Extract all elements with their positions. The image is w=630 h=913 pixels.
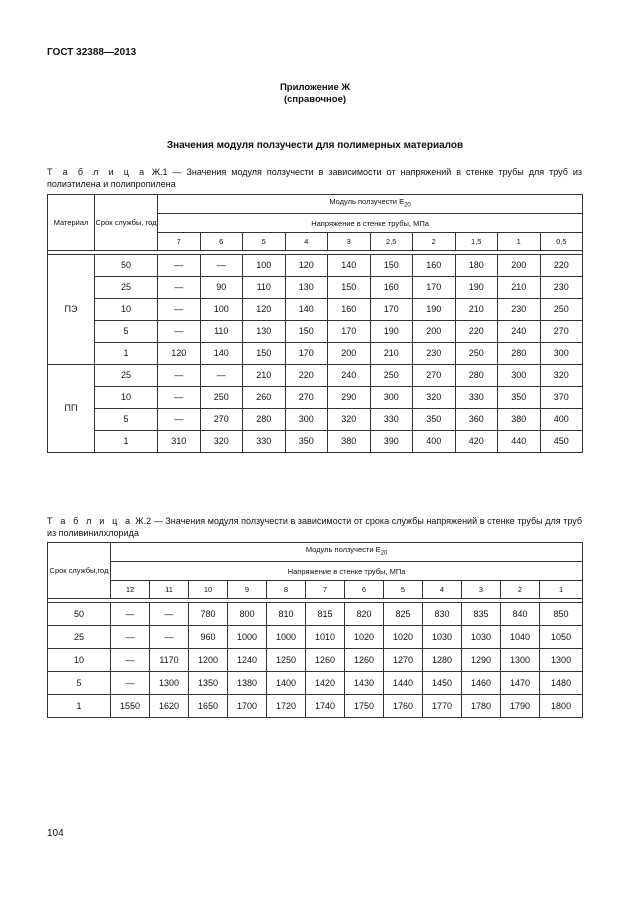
stress-value-cell: 5 (243, 233, 286, 251)
modulus-value-cell: 130 (243, 321, 286, 343)
appendix-title: Приложение Ж (279, 82, 351, 93)
stress-value-cell: 3 (328, 233, 371, 251)
term-cell: 25 (95, 365, 158, 387)
modulus-value-cell: 1170 (150, 649, 189, 672)
modulus-value-cell: 780 (189, 603, 228, 626)
modulus-value-cell: 1420 (306, 672, 345, 695)
modulus-value-cell: 300 (540, 343, 583, 365)
modulus-value-cell: 170 (328, 321, 371, 343)
modulus-value-cell: 100 (200, 299, 243, 321)
modulus-value-cell: 1000 (228, 626, 267, 649)
modulus-value-cell: 140 (200, 343, 243, 365)
modulus-value-cell: 200 (498, 255, 541, 277)
term-cell: 1 (95, 343, 158, 365)
modulus-value-cell: — (158, 365, 201, 387)
appendix-heading (0, 82, 630, 106)
modulus-value-cell: 300 (498, 365, 541, 387)
stress-value-cell: 0,5 (540, 233, 583, 251)
modulus-value-cell: 1260 (306, 649, 345, 672)
modulus-value-cell: 1300 (501, 649, 540, 672)
modulus-value-cell: 1460 (462, 672, 501, 695)
header-material: Материал (48, 195, 95, 251)
modulus-value-cell: 210 (455, 299, 498, 321)
table2-caption-prefix: Т а б л и ц а (47, 516, 133, 526)
modulus-value-cell: 190 (370, 321, 413, 343)
table-row (48, 299, 583, 321)
modulus-value-cell: 1800 (540, 695, 583, 718)
modulus-value-cell: 825 (384, 603, 423, 626)
modulus-value-cell: 210 (243, 365, 286, 387)
modulus-value-cell: 150 (243, 343, 286, 365)
modulus-value-cell: 1650 (189, 695, 228, 718)
table-row (48, 695, 583, 718)
modulus-value-cell: 300 (285, 409, 328, 431)
table-row (48, 431, 583, 453)
modulus-value-cell: 110 (200, 321, 243, 343)
modulus-value-cell: 230 (540, 277, 583, 299)
modulus-value-cell: 1260 (345, 649, 384, 672)
table1-caption (47, 166, 582, 190)
modulus-value-cell: 220 (455, 321, 498, 343)
stress-value-cell: 7 (306, 581, 345, 599)
term-cell: 5 (95, 321, 158, 343)
modulus-value-cell: 120 (285, 255, 328, 277)
modulus-value-cell: 835 (462, 603, 501, 626)
modulus-value-cell: 1280 (423, 649, 462, 672)
stress-value-cell: 11 (150, 581, 189, 599)
modulus-value-cell: 300 (370, 387, 413, 409)
modulus-value-cell: 250 (455, 343, 498, 365)
modulus-value-cell: 330 (370, 409, 413, 431)
table-row (48, 277, 583, 299)
stress-value-cell: 3 (462, 581, 501, 599)
table-row (48, 365, 583, 387)
modulus-value-cell: 1380 (228, 672, 267, 695)
modulus-value-cell: 170 (413, 277, 456, 299)
modulus-value-cell: 1050 (540, 626, 583, 649)
modulus-value-cell: 1790 (501, 695, 540, 718)
header-term-text: Срок службы, год (95, 218, 157, 227)
modulus-value-cell: 800 (228, 603, 267, 626)
modulus-value-cell: 270 (200, 409, 243, 431)
modulus-value-cell: 1620 (150, 695, 189, 718)
modulus-value-cell: — (158, 299, 201, 321)
modulus-value-cell: 1250 (267, 649, 306, 672)
modulus-value-cell: 1780 (462, 695, 501, 718)
table1-caption-text: Ж.1 — Значения модуля ползучести в зависимости от напряжений в стенке трубы для труб из полиэтилена и полипропилена (47, 167, 582, 189)
modulus-value-cell: 1020 (384, 626, 423, 649)
table-row (48, 343, 583, 365)
modulus-value-cell: — (111, 603, 150, 626)
modulus-value-cell: 130 (285, 277, 328, 299)
modulus-value-cell: 1740 (306, 695, 345, 718)
modulus-value-cell: 360 (455, 409, 498, 431)
modulus-value-cell: 1290 (462, 649, 501, 672)
modulus-value-cell: 270 (413, 365, 456, 387)
stress-value-cell: 8 (267, 581, 306, 599)
modulus-value-cell: — (111, 649, 150, 672)
modulus-value-cell: — (150, 603, 189, 626)
modulus-value-cell: 310 (158, 431, 201, 453)
modulus-value-cell: 240 (328, 365, 371, 387)
term-cell: 1 (95, 431, 158, 453)
stress-value-cell: 12 (111, 581, 150, 599)
modulus-value-cell: 840 (501, 603, 540, 626)
modulus-value-cell: 330 (243, 431, 286, 453)
header-modulus (158, 195, 583, 214)
modulus-value-cell: 150 (285, 321, 328, 343)
term-cell: 50 (48, 603, 111, 626)
table-row (48, 603, 583, 626)
modulus-value-cell: — (200, 255, 243, 277)
modulus-value-cell: 150 (328, 277, 371, 299)
term-cell: 10 (95, 387, 158, 409)
stress-value-cell: 1 (498, 233, 541, 251)
main-title: Значения модуля ползучести для полимерных материалов (166, 140, 464, 151)
modulus-value-cell: 815 (306, 603, 345, 626)
modulus-value-cell: — (158, 321, 201, 343)
stress-value-cell: 7 (158, 233, 201, 251)
table-row (48, 649, 583, 672)
modulus-value-cell: 250 (540, 299, 583, 321)
stress-value-cell: 1 (540, 581, 583, 599)
term-cell: 25 (48, 626, 111, 649)
modulus-value-cell: — (158, 255, 201, 277)
modulus-value-cell: 100 (243, 255, 286, 277)
modulus-value-cell: 1240 (228, 649, 267, 672)
modulus-value-cell: 1750 (345, 695, 384, 718)
header-modulus (111, 543, 583, 562)
stress-value-cell: 9 (228, 581, 267, 599)
stress-value-cell: 4 (285, 233, 328, 251)
modulus-value-cell: 230 (498, 299, 541, 321)
modulus-value-cell: 1760 (384, 695, 423, 718)
modulus-value-cell: 160 (413, 255, 456, 277)
modulus-value-cell: 370 (540, 387, 583, 409)
modulus-value-cell: — (200, 365, 243, 387)
modulus-value-cell: 1470 (501, 672, 540, 695)
modulus-value-cell: 270 (285, 387, 328, 409)
modulus-value-cell: 160 (370, 277, 413, 299)
term-cell: 25 (95, 277, 158, 299)
modulus-value-cell: — (111, 672, 150, 695)
modulus-value-cell: 190 (413, 299, 456, 321)
modulus-value-cell: 220 (540, 255, 583, 277)
modulus-value-cell: 1400 (267, 672, 306, 695)
modulus-value-cell: 140 (328, 255, 371, 277)
modulus-value-cell: 1200 (189, 649, 228, 672)
modulus-value-cell: 120 (158, 343, 201, 365)
modulus-value-cell: 320 (540, 365, 583, 387)
modulus-value-cell: 320 (200, 431, 243, 453)
modulus-value-cell: 200 (413, 321, 456, 343)
stress-value-cell: 1,5 (455, 233, 498, 251)
modulus-value-cell: 380 (328, 431, 371, 453)
table1-caption-prefix: Т а б л и ц а (47, 167, 147, 177)
modulus-value-cell: 1010 (306, 626, 345, 649)
modulus-value-cell: 290 (328, 387, 371, 409)
modulus-value-cell: 180 (455, 255, 498, 277)
modulus-value-cell: 350 (413, 409, 456, 431)
modulus-value-cell: 440 (498, 431, 541, 453)
modulus-value-cell: 1350 (189, 672, 228, 695)
modulus-value-cell: 380 (498, 409, 541, 431)
header-stress: Напряжение в стенке трубы, МПа (158, 214, 583, 233)
modulus-value-cell: 1000 (267, 626, 306, 649)
modulus-value-cell: 110 (243, 277, 286, 299)
header-modulus-text: Модуль ползучести E (329, 197, 405, 207)
header-modulus-text: Модуль ползучести E (305, 545, 381, 555)
modulus-value-cell: 1550 (111, 695, 150, 718)
modulus-value-cell: 1300 (540, 649, 583, 672)
table-row (48, 672, 583, 695)
term-cell: 5 (48, 672, 111, 695)
header-term: Срок службы,год (48, 543, 111, 599)
modulus-value-cell: 210 (370, 343, 413, 365)
modulus-value-cell: 1040 (501, 626, 540, 649)
term-cell: 5 (95, 409, 158, 431)
modulus-value-cell: 320 (413, 387, 456, 409)
modulus-value-cell: 170 (370, 299, 413, 321)
modulus-value-cell: 1720 (267, 695, 306, 718)
modulus-value-cell: 170 (285, 343, 328, 365)
modulus-value-cell: 1700 (228, 695, 267, 718)
modulus-value-cell: 1300 (150, 672, 189, 695)
modulus-value-cell: 230 (413, 343, 456, 365)
table-zh1 (47, 194, 583, 453)
stress-value-cell: 6 (345, 581, 384, 599)
modulus-value-cell: 160 (328, 299, 371, 321)
table-row (48, 387, 583, 409)
modulus-value-cell: 280 (243, 409, 286, 431)
term-cell: 10 (95, 299, 158, 321)
table-row (48, 409, 583, 431)
stress-value-cell: 2 (413, 233, 456, 251)
modulus-value-cell: 220 (285, 365, 328, 387)
modulus-value-cell: 240 (498, 321, 541, 343)
term-cell: 50 (95, 255, 158, 277)
material-cell: ПЭ (48, 255, 95, 365)
table2-caption (47, 515, 582, 539)
modulus-value-cell: 280 (455, 365, 498, 387)
table-zh2 (47, 542, 583, 718)
table2-caption-text: Ж.2 — Значения модуля ползучести в зависимости от срока службы напряжений в стенке трубы для труб из поливинилхлорида (47, 516, 582, 538)
modulus-value-cell: 350 (498, 387, 541, 409)
modulus-value-cell: 850 (540, 603, 583, 626)
modulus-value-cell: 1030 (462, 626, 501, 649)
modulus-value-cell: — (158, 277, 201, 299)
modulus-value-cell: 210 (498, 277, 541, 299)
header-term (95, 195, 158, 251)
modulus-value-cell: 400 (540, 409, 583, 431)
modulus-value-cell: 1440 (384, 672, 423, 695)
modulus-value-cell: 390 (370, 431, 413, 453)
document-header: ГОСТ 32388—2013 (47, 47, 137, 58)
header-modulus-sub: 20 (380, 550, 388, 557)
modulus-value-cell: 190 (455, 277, 498, 299)
modulus-value-cell: — (111, 626, 150, 649)
modulus-value-cell: 810 (267, 603, 306, 626)
modulus-value-cell: — (158, 409, 201, 431)
modulus-value-cell: 150 (370, 255, 413, 277)
modulus-value-cell: 1030 (423, 626, 462, 649)
modulus-value-cell: 450 (540, 431, 583, 453)
modulus-value-cell: 250 (370, 365, 413, 387)
modulus-value-cell: 1450 (423, 672, 462, 695)
modulus-value-cell: 280 (498, 343, 541, 365)
modulus-value-cell: 350 (285, 431, 328, 453)
stress-value-cell: 5 (384, 581, 423, 599)
header-stress: Напряжение в стенке трубы, МПа (111, 562, 583, 581)
stress-value-cell: 2 (501, 581, 540, 599)
page-number: 104 (47, 828, 64, 839)
table-row (48, 255, 583, 277)
modulus-value-cell: 270 (540, 321, 583, 343)
modulus-value-cell: — (158, 387, 201, 409)
stress-value-cell: 6 (200, 233, 243, 251)
modulus-value-cell: 1480 (540, 672, 583, 695)
stress-value-cell: 4 (423, 581, 462, 599)
modulus-value-cell: 120 (243, 299, 286, 321)
modulus-value-cell: — (150, 626, 189, 649)
stress-value-cell: 2,5 (370, 233, 413, 251)
table-row (48, 321, 583, 343)
modulus-value-cell: 200 (328, 343, 371, 365)
modulus-value-cell: 960 (189, 626, 228, 649)
modulus-value-cell: 820 (345, 603, 384, 626)
modulus-value-cell: 330 (455, 387, 498, 409)
modulus-value-cell: 1430 (345, 672, 384, 695)
modulus-value-cell: 420 (455, 431, 498, 453)
table-row (48, 626, 583, 649)
term-cell: 1 (48, 695, 111, 718)
modulus-value-cell: 260 (243, 387, 286, 409)
material-cell: ПП (48, 365, 95, 453)
term-cell: 10 (48, 649, 111, 672)
modulus-value-cell: 830 (423, 603, 462, 626)
appendix-subtitle: (справочное) (283, 94, 347, 105)
header-modulus-sub: 20 (404, 202, 411, 209)
modulus-value-cell: 1770 (423, 695, 462, 718)
modulus-value-cell: 250 (200, 387, 243, 409)
modulus-value-cell: 1270 (384, 649, 423, 672)
stress-value-cell: 10 (189, 581, 228, 599)
modulus-value-cell: 400 (413, 431, 456, 453)
modulus-value-cell: 320 (328, 409, 371, 431)
modulus-value-cell: 1020 (345, 626, 384, 649)
modulus-value-cell: 140 (285, 299, 328, 321)
modulus-value-cell: 90 (200, 277, 243, 299)
